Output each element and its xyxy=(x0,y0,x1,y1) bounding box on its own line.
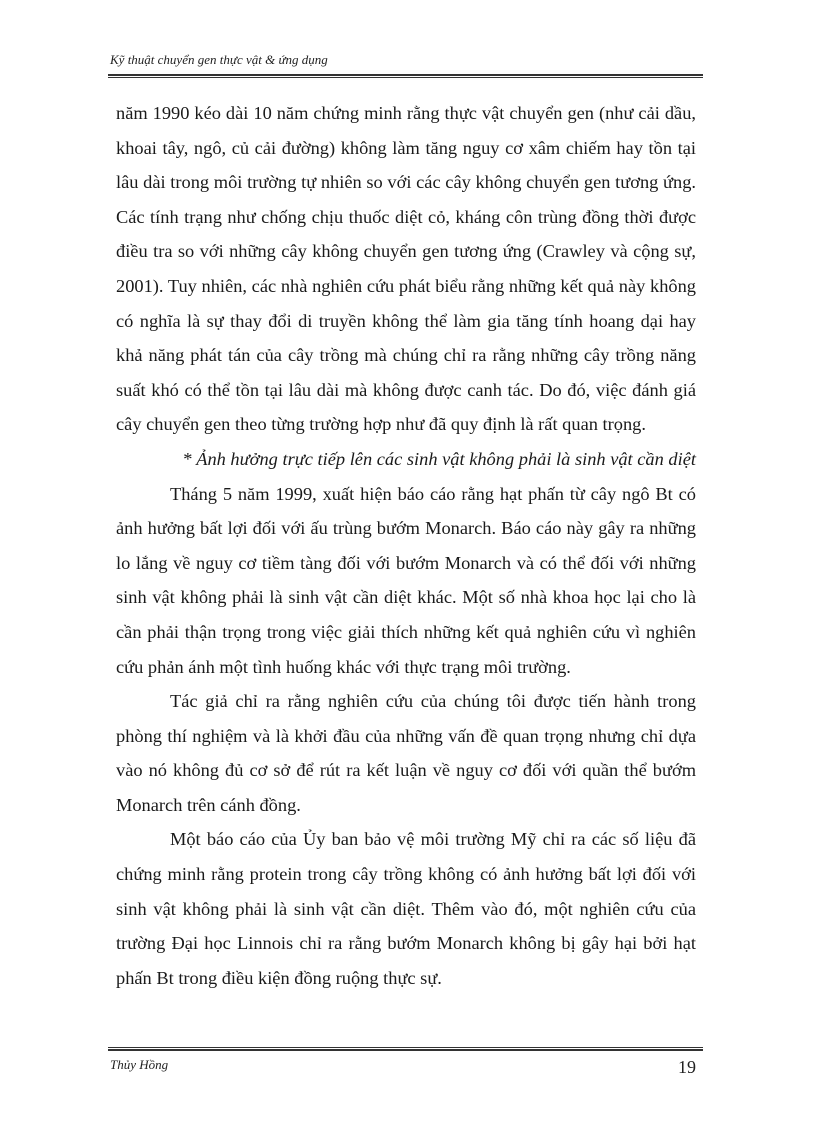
paragraph-monarch-report: Tháng 5 năm 1999, xuất hiện báo cáo rằng hạt phấn từ cây ngô Bt có ảnh hưởng bất lợi đối với ấu trùng bướm Monarch. Báo cáo này gây ra những lo lắng về nguy cơ tiềm tàng đối với bướm Monarch và có thể đối với những sinh vật không phải là sinh vật cần diệt khác. Một số nhà khoa học lại cho là cần phải thận trọng trong việc giải thích những kết quả nghiên cứu vì nghiên cứu phản ánh một tình huống khác với thực trạng môi trường. xyxy=(116,483,696,677)
section-subheading: * Ảnh hưởng trực tiếp lên các sinh vật không phải là sinh vật cần diệt xyxy=(182,448,696,469)
running-header: Kỹ thuật chuyển gen thực vật & ứng dụng xyxy=(110,52,328,67)
paragraph-author-lab: Tác giả chỉ ra rằng nghiên cứu của chúng tôi được tiến hành trong phòng thí nghiệm và là khởi đầu của những vấn đề quan trọng nhưng chỉ dựa vào nó không đủ cơ sở để rút ra kết luận về nguy cơ đối với quần thể bướm Monarch trên cánh đồng. xyxy=(116,691,696,815)
paragraph-epa-report: Một báo cáo của Ủy ban bảo vệ môi trường Mỹ chỉ ra các số liệu đã chứng minh rằng protein trong cây trồng không có ảnh hưởng bất lợi đối với sinh vật không phải là sinh vật cần diệt. Thêm vào đó, một nghiên cứu của trường Đại học Linnois chỉ ra rằng bướm Monarch không bị gây hại bởi hạt phấn Bt trong điều kiện đồng ruộng thực sự. xyxy=(116,829,696,988)
page-body xyxy=(116,96,696,995)
paragraph-continued: năm 1990 kéo dài 10 năm chứng minh rằng thực vật chuyển gen (như cải dầu, khoai tây, ngô, củ cải đường) không làm tăng nguy cơ xâm chiếm hay tồn tại lâu dài trong môi trường tự nhiên so với các cây không chuyển gen tương ứng. Các tính trạng như chống chịu thuốc diệt cỏ, kháng côn trùng đồng thời được điều tra so với những cây không chuyển gen tương ứng (Crawley và cộng sự, 2001). Tuy nhiên, các nhà nghiên cứu phát biểu rằng những kết quả này không có nghĩa là sự thay đổi di truyền không thể làm gia tăng tính hoang dại hay khả năng phát tán của cây trồng mà chúng chỉ ra rằng những cây trồng năng suất khó có thể tồn tại lâu dài mà không được canh tác. Do đó, việc đánh giá cây chuyển gen theo từng trường hợp như đã quy định là rất quan trọng. xyxy=(116,103,696,435)
footer-divider xyxy=(108,1047,703,1051)
page-number: 19 xyxy=(678,1057,696,1077)
header-divider xyxy=(108,74,703,78)
footer-author: Thủy Hồng xyxy=(110,1057,169,1072)
